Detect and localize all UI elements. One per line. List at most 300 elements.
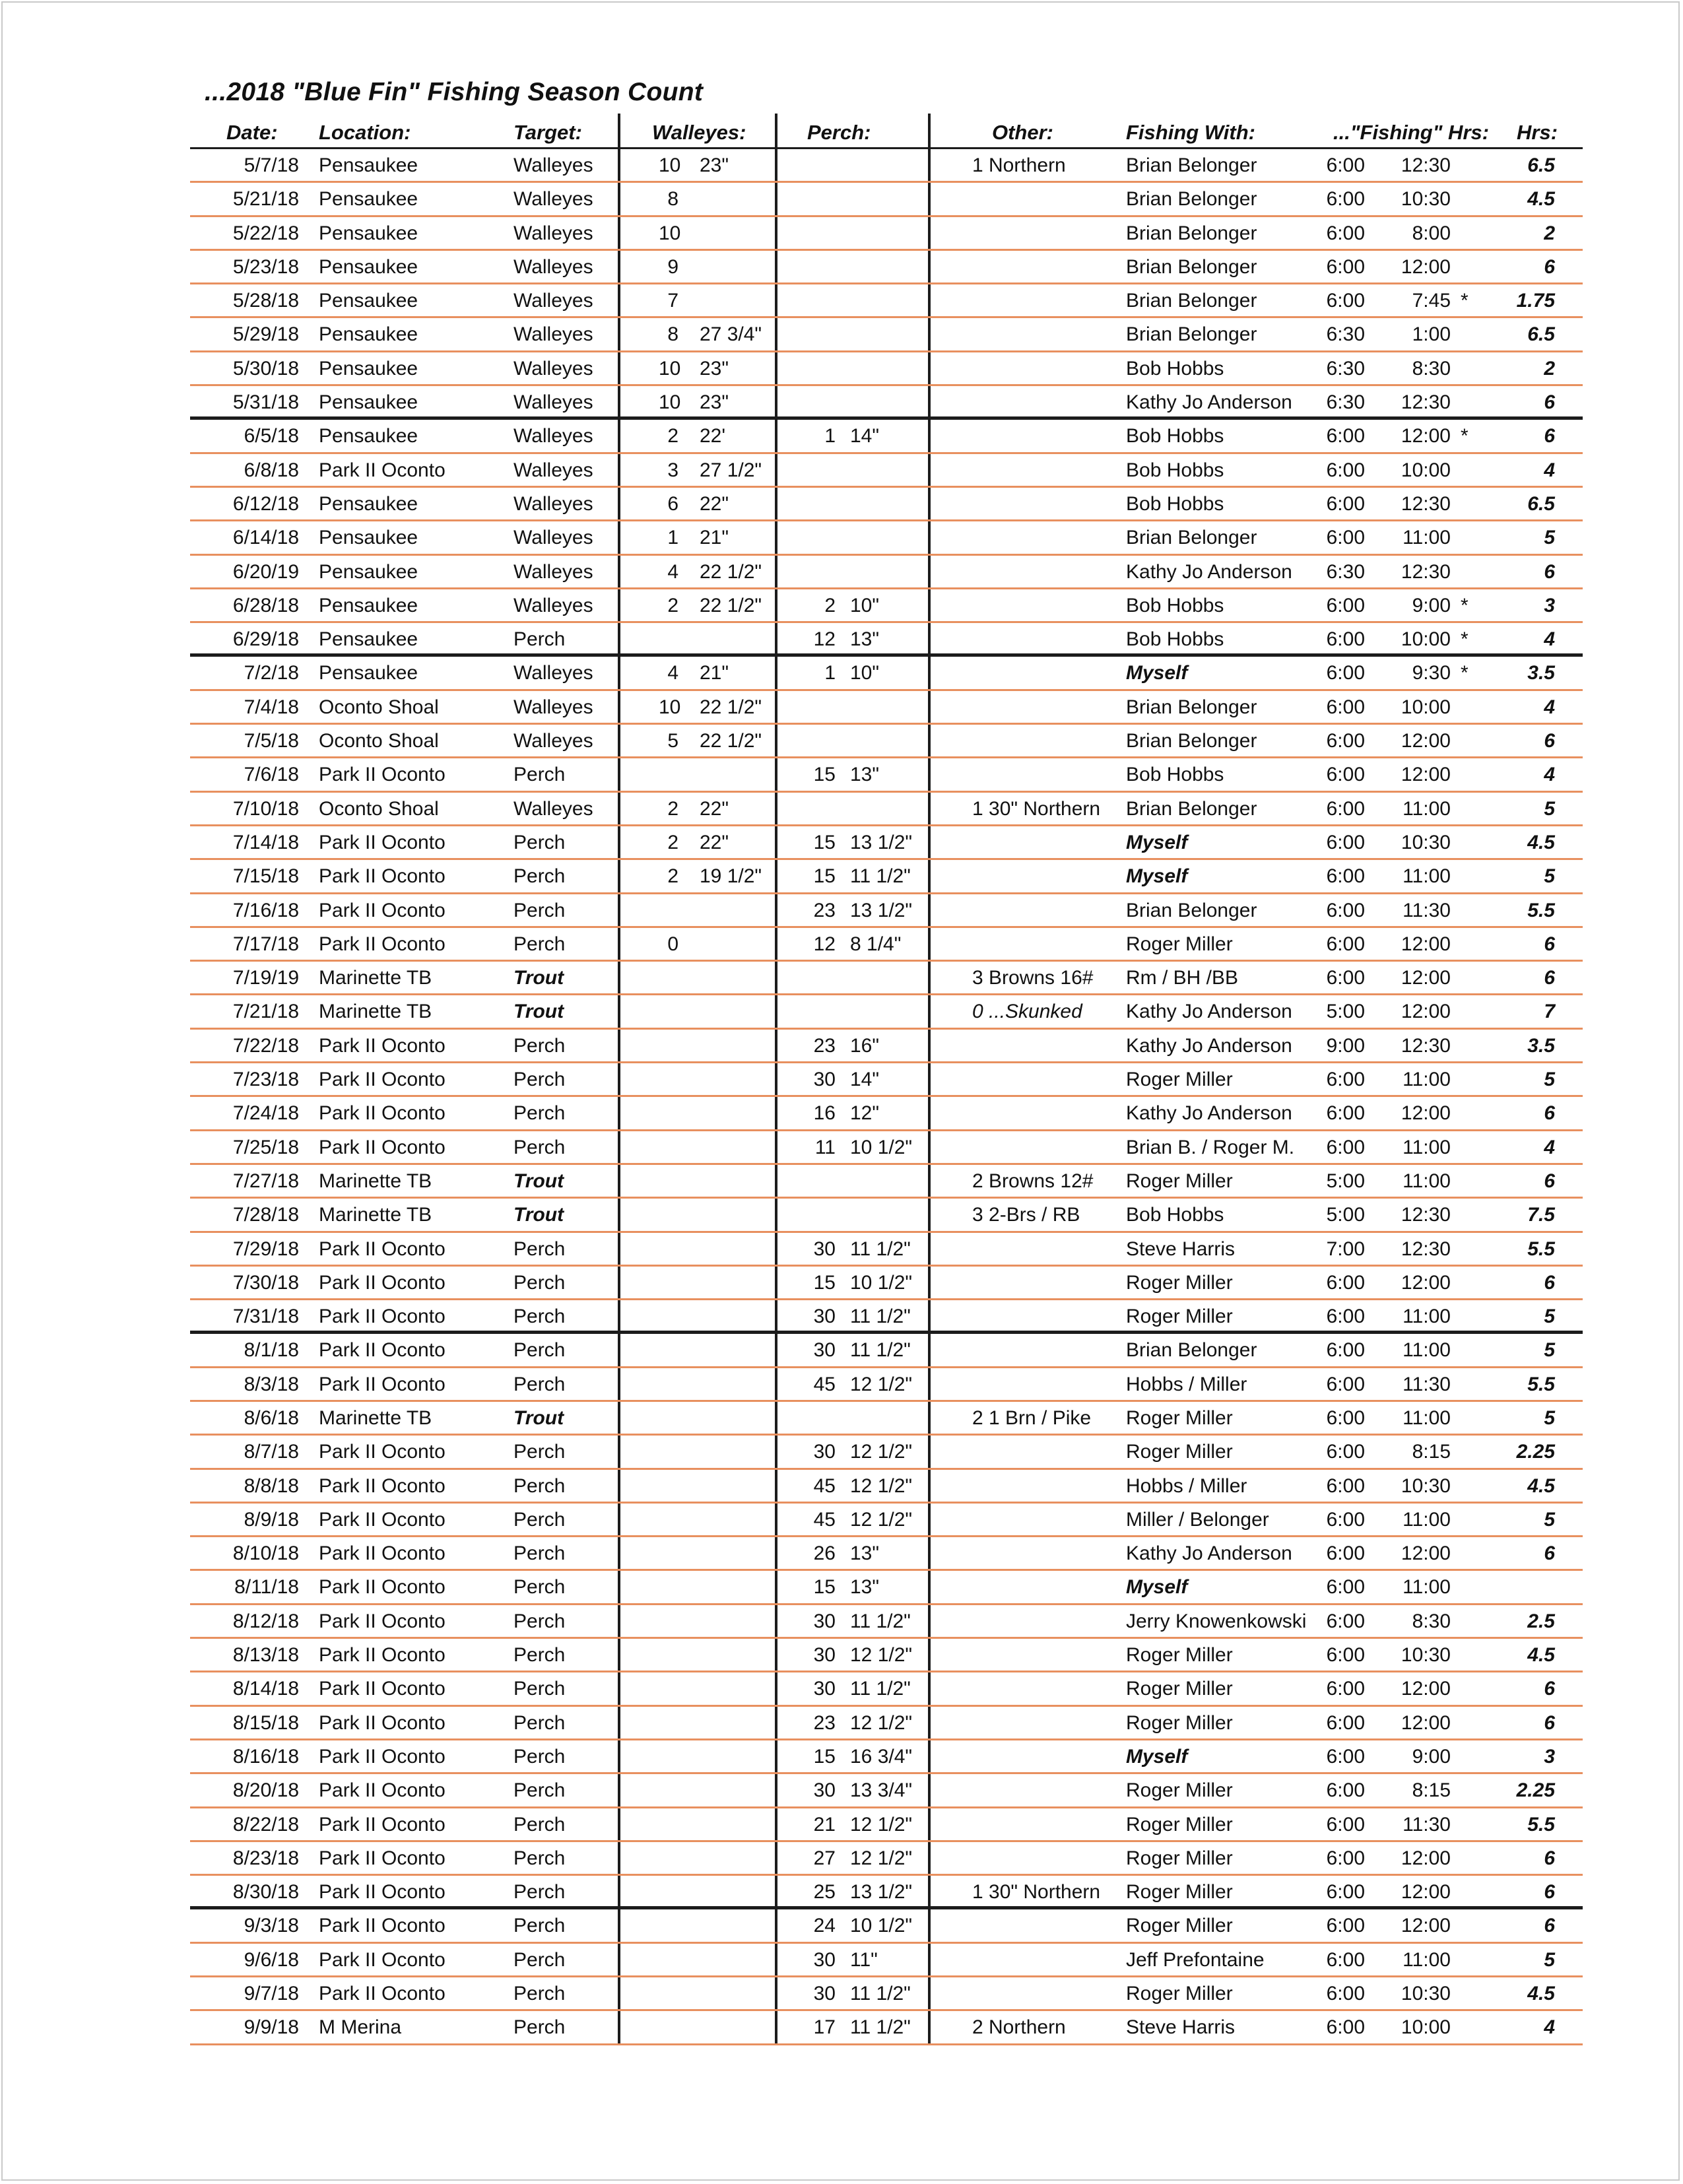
entry-asterisk: * [1461, 594, 1468, 616]
entry-walleye-size: 22" [700, 797, 729, 820]
entry-hours: 5 [1544, 797, 1555, 820]
entry-location: Pensaukee [319, 188, 418, 211]
table-row [190, 2011, 1583, 2045]
entry-date: 7/15/18 [232, 865, 299, 888]
entry-start-time: 5:00 [1326, 1170, 1365, 1192]
entry-date: 8/9/18 [244, 1508, 299, 1531]
entry-date: 8/20/18 [232, 1779, 299, 1802]
entry-hours: 4.5 [1527, 831, 1555, 853]
entry-perch-count: 30 [813, 1948, 836, 1971]
entry-fishing-with: Roger Miller [1126, 1711, 1233, 1734]
entry-date: 6/29/18 [232, 628, 299, 651]
table-row [190, 894, 1583, 928]
table-row [190, 758, 1583, 792]
entry-perch-size: 16 3/4" [850, 1745, 913, 1768]
entry-fishing-with: Bob Hobbs [1126, 357, 1224, 380]
entry-fishing-with: Brian Belonger [1126, 1339, 1257, 1362]
entry-fishing-with: Hobbs / Miller [1126, 1474, 1247, 1497]
entry-location: Marinette TB [319, 1001, 432, 1023]
entry-target: Walleyes [513, 222, 593, 244]
entry-walleye-count: 0 [667, 933, 678, 955]
entry-target: Perch [513, 1678, 566, 1700]
entry-end-time: 11:30 [1402, 1813, 1451, 1836]
entry-target: Perch [513, 1881, 566, 1903]
entry-perch-count: 15 [813, 1745, 836, 1768]
entry-walleye-size: 27 3/4" [700, 323, 762, 346]
table-row [190, 1334, 1583, 1368]
entry-location: Park II Oconto [319, 1779, 446, 1802]
entry-perch-size: 16" [850, 1034, 880, 1057]
entry-target: Perch [513, 1983, 566, 2005]
entry-fishing-with: Brian Belonger [1126, 323, 1257, 346]
entry-end-time: 11:00 [1402, 1339, 1451, 1362]
entry-walleye-count: 2 [667, 831, 678, 853]
entry-start-time: 6:00 [1326, 1813, 1365, 1836]
entry-walleye-size: 19 1/2" [700, 865, 762, 888]
entry-other: 1 30" Northern [972, 797, 1101, 820]
entry-start-time: 6:00 [1326, 1915, 1365, 1937]
entry-end-time: 8:15 [1412, 1441, 1451, 1463]
entry-start-time: 6:00 [1326, 1271, 1365, 1294]
entry-perch-size: 12 1/2" [850, 1644, 913, 1667]
entry-fishing-with: Roger Miller [1126, 1847, 1233, 1869]
entry-start-time: 6:00 [1326, 154, 1365, 176]
entry-location: Marinette TB [319, 1204, 432, 1226]
entry-hours: 5.5 [1527, 1813, 1555, 1836]
entry-location: Park II Oconto [319, 1508, 446, 1531]
entry-perch-count: 25 [813, 1881, 836, 1903]
entry-target: Perch [513, 831, 566, 853]
entry-target: Walleyes [513, 594, 593, 616]
entry-perch-size: 13 1/2" [850, 1881, 913, 1903]
entry-fishing-with: Roger Miller [1126, 1441, 1233, 1463]
entry-perch-size: 11 1/2" [850, 1339, 911, 1362]
entry-hours: 3.5 [1527, 662, 1555, 684]
entry-date: 7/21/18 [232, 1001, 299, 1023]
entry-perch-size: 14" [850, 1069, 880, 1091]
entry-perch-size: 12 1/2" [850, 1373, 913, 1395]
entry-fishing-with: Myself [1126, 831, 1188, 853]
entry-hours: 4.5 [1527, 188, 1555, 211]
entry-hours: 6.5 [1527, 154, 1555, 176]
entry-hours: 5 [1544, 1069, 1555, 1091]
entry-hours: 5 [1544, 1508, 1555, 1531]
entry-perch-size: 12 1/2" [850, 1847, 913, 1869]
entry-location: Pensaukee [319, 425, 418, 447]
entry-perch-size: 10 1/2" [850, 1271, 913, 1294]
entry-perch-size: 13" [850, 1542, 880, 1565]
entry-hours: 4 [1544, 1136, 1555, 1158]
entry-perch-count: 30 [813, 1441, 836, 1463]
entry-end-time: 11:00 [1402, 797, 1451, 820]
entry-end-time: 10:00 [1401, 2016, 1451, 2039]
entry-end-time: 12:30 [1401, 492, 1451, 515]
entry-target: Perch [513, 1034, 566, 1057]
entry-date: 7/28/18 [232, 1204, 299, 1226]
entry-hours: 6 [1544, 933, 1555, 955]
entry-fishing-with: Steve Harris [1126, 2016, 1236, 2039]
entry-location: Park II Oconto [319, 1373, 446, 1395]
entry-perch-size: 12 1/2" [850, 1474, 913, 1497]
entry-walleye-count: 10 [659, 154, 681, 176]
entry-end-time: 12:00 [1401, 1271, 1451, 1294]
entry-hours: 5 [1544, 865, 1555, 888]
entry-end-time: 8:30 [1412, 1610, 1451, 1632]
entry-date: 7/22/18 [232, 1034, 299, 1057]
entry-perch-count: 30 [813, 1069, 836, 1091]
entry-date: 7/27/18 [232, 1170, 299, 1192]
entry-hours: 6 [1544, 391, 1555, 414]
entry-date: 8/8/18 [244, 1474, 299, 1497]
entry-location: Park II Oconto [319, 831, 446, 853]
entry-date: 8/10/18 [232, 1542, 299, 1565]
entry-end-time: 11:00 [1402, 527, 1451, 549]
entry-perch-count: 21 [813, 1813, 836, 1836]
entry-end-time: 12:30 [1401, 154, 1451, 176]
entry-target: Trout [513, 1001, 564, 1023]
entry-target: Walleyes [513, 357, 593, 380]
table-row [190, 386, 1583, 420]
entry-location: Marinette TB [319, 967, 432, 989]
entry-date: 5/31/18 [232, 391, 299, 414]
entry-location: Pensaukee [319, 560, 418, 583]
header-location: Location: [319, 121, 411, 144]
entry-location: Pensaukee [319, 290, 418, 312]
entry-end-time: 9:00 [1412, 1745, 1451, 1768]
entry-target: Walleyes [513, 255, 593, 278]
entry-fishing-with: Brian Belonger [1126, 797, 1257, 820]
entry-fishing-with: Kathy Jo Anderson [1126, 560, 1292, 583]
entry-end-time: 8:30 [1412, 357, 1451, 380]
entry-location: Park II Oconto [319, 1474, 446, 1497]
entry-fishing-with: Brian Belonger [1126, 730, 1257, 752]
entry-target: Walleyes [513, 527, 593, 549]
entry-fishing-with: Roger Miller [1126, 1678, 1233, 1700]
entry-hours: 2.5 [1527, 1610, 1555, 1632]
entry-end-time: 11:00 [1402, 1508, 1451, 1531]
entry-start-time: 9:00 [1326, 1034, 1365, 1057]
entry-location: Park II Oconto [319, 1678, 446, 1700]
entry-walleye-count: 2 [667, 425, 678, 447]
header-walleyes: Walleyes: [652, 121, 746, 144]
entry-fishing-with: Brian B. / Roger M. [1126, 1136, 1295, 1158]
entry-location: Park II Oconto [319, 1745, 446, 1768]
entry-walleye-size: 21" [700, 662, 729, 684]
entry-perch-count: 24 [813, 1915, 836, 1937]
entry-walleye-size: 22" [700, 831, 729, 853]
table-row [190, 1300, 1583, 1334]
entry-location: Park II Oconto [319, 865, 446, 888]
table-row [190, 1199, 1583, 1232]
table-row [190, 1740, 1583, 1774]
entry-perch-count: 15 [813, 865, 836, 888]
entry-location: Park II Oconto [319, 1644, 446, 1667]
table-row [190, 318, 1583, 352]
entry-other: 2 Northern [972, 2016, 1066, 2039]
table-row [190, 1571, 1583, 1605]
entry-hours: 5 [1544, 527, 1555, 549]
table-row [190, 149, 1583, 183]
entry-location: Park II Oconto [319, 1034, 446, 1057]
entry-target: Trout [513, 1406, 564, 1429]
entry-walleye-count: 7 [667, 290, 678, 312]
entry-hours: 4 [1544, 2016, 1555, 2039]
entry-walleye-count: 1 [667, 527, 678, 549]
entry-start-time: 6:00 [1326, 628, 1365, 651]
entry-other: 2 1 Brn / Pike [972, 1406, 1092, 1429]
entry-perch-count: 12 [813, 628, 836, 651]
entry-end-time: 7:45 [1412, 290, 1451, 312]
table-row [190, 284, 1583, 318]
entry-location: Pensaukee [319, 323, 418, 346]
entry-walleye-size: 23" [700, 391, 729, 414]
entry-date: 5/29/18 [232, 323, 299, 346]
entry-hours: 5 [1544, 1306, 1555, 1328]
entry-perch-size: 11 1/2" [850, 1238, 911, 1260]
entry-start-time: 6:30 [1326, 391, 1365, 414]
entry-target: Walleyes [513, 797, 593, 820]
entry-target: Walleyes [513, 492, 593, 515]
entry-perch-count: 30 [813, 1678, 836, 1700]
entry-end-time: 11:30 [1402, 1373, 1451, 1395]
entry-start-time: 6:00 [1326, 1441, 1365, 1463]
entry-location: Oconto Shoal [319, 797, 439, 820]
table-row [190, 521, 1583, 555]
entry-walleye-count: 8 [667, 323, 678, 346]
entry-fishing-with: Rm / BH /BB [1126, 967, 1239, 989]
entry-start-time: 6:00 [1326, 459, 1365, 481]
entry-start-time: 6:00 [1326, 1542, 1365, 1565]
entry-location: Pensaukee [319, 391, 418, 414]
entry-perch-size: 12 1/2" [850, 1711, 913, 1734]
entry-location: Pensaukee [319, 222, 418, 244]
entry-location: Park II Oconto [319, 1441, 446, 1463]
entry-date: 8/30/18 [232, 1881, 299, 1903]
entry-end-time: 11:00 [1402, 1069, 1451, 1091]
entry-fishing-with: Bob Hobbs [1126, 425, 1224, 447]
entry-fishing-with: Brian Belonger [1126, 188, 1257, 211]
entry-target: Walleyes [513, 560, 593, 583]
entry-start-time: 6:00 [1326, 865, 1365, 888]
entry-date: 8/13/18 [232, 1644, 299, 1667]
entry-hours: 5 [1544, 1339, 1555, 1362]
entry-asterisk: * [1461, 662, 1468, 684]
entry-hours: 6 [1544, 730, 1555, 752]
entry-location: Park II Oconto [319, 1983, 446, 2005]
entry-target: Perch [513, 1644, 566, 1667]
entry-hours: 6 [1544, 967, 1555, 989]
entry-perch-count: 15 [813, 831, 836, 853]
entry-target: Perch [513, 1915, 566, 1937]
entry-date: 8/15/18 [232, 1711, 299, 1734]
entry-fishing-with: Roger Miller [1126, 1779, 1233, 1802]
table-row [190, 1707, 1583, 1740]
entry-location: Park II Oconto [319, 1915, 446, 1937]
entry-start-time: 6:00 [1326, 1508, 1365, 1531]
entry-perch-size: 13" [850, 1576, 880, 1599]
entry-end-time: 10:30 [1401, 1474, 1451, 1497]
entry-start-time: 6:00 [1326, 425, 1365, 447]
entry-fishing-with: Miller / Belonger [1126, 1508, 1269, 1531]
table-row [190, 1977, 1583, 2011]
entry-asterisk: * [1461, 290, 1468, 312]
entry-target: Perch [513, 865, 566, 888]
table-row [190, 1063, 1583, 1097]
entry-perch-size: 13" [850, 764, 880, 786]
entry-fishing-with: Bob Hobbs [1126, 1204, 1224, 1226]
entry-start-time: 6:00 [1326, 831, 1365, 853]
entry-perch-size: 12 1/2" [850, 1441, 913, 1463]
entry-perch-size: 11" [850, 1948, 878, 1971]
entry-target: Perch [513, 1238, 566, 1260]
table-row [190, 1470, 1583, 1504]
entry-fishing-with: Brian Belonger [1126, 255, 1257, 278]
entry-end-time: 11:00 [1402, 1136, 1451, 1158]
entry-perch-count: 17 [813, 2016, 836, 2039]
entry-end-time: 12:30 [1401, 1204, 1451, 1226]
entry-hours: 2 [1544, 357, 1555, 380]
entry-perch-size: 12" [850, 1102, 880, 1125]
entry-target: Walleyes [513, 459, 593, 481]
entry-end-time: 12:00 [1401, 1542, 1451, 1565]
table-row [190, 1808, 1583, 1842]
entry-date: 6/28/18 [232, 594, 299, 616]
entry-end-time: 12:00 [1401, 425, 1451, 447]
entry-end-time: 12:30 [1401, 560, 1451, 583]
entry-target: Perch [513, 1069, 566, 1091]
table-row [190, 623, 1583, 657]
entry-start-time: 6:00 [1326, 1847, 1365, 1869]
entry-location: Pensaukee [319, 154, 418, 176]
entry-fishing-with: Kathy Jo Anderson [1126, 391, 1292, 414]
entry-start-time: 6:00 [1326, 1779, 1365, 1802]
entry-start-time: 6:00 [1326, 797, 1365, 820]
entry-end-time: 9:00 [1412, 594, 1451, 616]
entry-fishing-with: Jeff Prefontaine [1126, 1948, 1265, 1971]
table-row [190, 962, 1583, 995]
entry-perch-count: 2 [824, 594, 836, 616]
entry-perch-count: 26 [813, 1542, 836, 1565]
entry-walleye-count: 2 [667, 594, 678, 616]
entry-end-time: 12:00 [1401, 1847, 1451, 1869]
entry-date: 8/11/18 [234, 1576, 299, 1599]
entry-hours: 2.25 [1516, 1441, 1555, 1463]
entry-end-time: 12:00 [1401, 1001, 1451, 1023]
entry-fishing-with: Myself [1126, 1576, 1188, 1599]
entry-end-time: 12:00 [1401, 967, 1451, 989]
entry-perch-count: 15 [813, 1271, 836, 1294]
entry-fishing-with: Bob Hobbs [1126, 594, 1224, 616]
entry-date: 7/29/18 [232, 1238, 299, 1260]
entry-walleye-size: 23" [700, 154, 729, 176]
entry-end-time: 11:00 [1402, 1576, 1451, 1599]
entry-perch-count: 45 [813, 1474, 836, 1497]
entry-fishing-with: Kathy Jo Anderson [1126, 1034, 1292, 1057]
entry-perch-size: 8 1/4" [850, 933, 902, 955]
entry-start-time: 6:00 [1326, 1069, 1365, 1091]
entry-end-time: 12:00 [1401, 1102, 1451, 1125]
entry-start-time: 6:00 [1326, 1948, 1365, 1971]
entry-perch-size: 11 1/2" [850, 1306, 911, 1328]
entry-walleye-size: 22 1/2" [700, 560, 762, 583]
entry-asterisk: * [1461, 628, 1468, 651]
table-row [190, 1368, 1583, 1402]
table-row [190, 1436, 1583, 1469]
page-title: ...2018 "Blue Fin" Fishing Season Count [205, 78, 704, 106]
entry-date: 8/6/18 [244, 1406, 299, 1429]
entry-date: 7/17/18 [232, 933, 299, 955]
table-row [190, 826, 1583, 860]
entry-end-time: 12:00 [1401, 1678, 1451, 1700]
table-row [190, 454, 1583, 488]
entry-perch-count: 16 [813, 1102, 836, 1125]
entry-hours: 4.5 [1527, 1983, 1555, 2005]
entry-date: 7/16/18 [232, 899, 299, 921]
entry-hours: 7.5 [1527, 1204, 1555, 1226]
entry-target: Perch [513, 1373, 566, 1395]
entry-date: 7/19/19 [232, 967, 299, 989]
entry-hours: 6 [1544, 1711, 1555, 1734]
entry-location: Park II Oconto [319, 1136, 446, 1158]
entry-location: Pensaukee [319, 594, 418, 616]
entry-location: Park II Oconto [319, 1813, 446, 1836]
entry-date: 5/7/18 [244, 154, 299, 176]
table-row [190, 1909, 1583, 1943]
entry-walleye-count: 10 [659, 391, 681, 414]
entry-target: Perch [513, 899, 566, 921]
entry-start-time: 6:00 [1326, 1881, 1365, 1903]
table-row [190, 860, 1583, 894]
entry-fishing-with: Roger Miller [1126, 1915, 1233, 1937]
entry-location: Park II Oconto [319, 459, 446, 481]
entry-end-time: 12:00 [1401, 1711, 1451, 1734]
table-row [190, 1842, 1583, 1876]
entry-start-time: 6:00 [1326, 967, 1365, 989]
entry-date: 9/7/18 [244, 1983, 299, 2005]
header-perch: Perch: [807, 121, 871, 144]
entry-start-time: 6:00 [1326, 696, 1365, 718]
entry-walleye-size: 22 1/2" [700, 730, 762, 752]
entry-walleye-count: 4 [667, 560, 678, 583]
entry-start-time: 6:00 [1326, 290, 1365, 312]
entry-start-time: 6:00 [1326, 899, 1365, 921]
entry-target: Perch [513, 1306, 566, 1328]
entry-perch-size: 12 1/2" [850, 1508, 913, 1531]
entry-walleye-count: 8 [667, 188, 678, 211]
entry-walleye-count: 9 [667, 255, 678, 278]
entry-date: 9/6/18 [244, 1948, 299, 1971]
entry-end-time: 12:00 [1401, 255, 1451, 278]
entry-walleye-size: 22" [700, 492, 729, 515]
entry-start-time: 6:00 [1326, 1373, 1365, 1395]
entry-hours: 6 [1544, 1271, 1555, 1294]
table-row [190, 995, 1583, 1029]
entry-walleye-count: 10 [659, 696, 681, 718]
entry-fishing-with: Brian Belonger [1126, 899, 1257, 921]
entry-perch-count: 30 [813, 1644, 836, 1667]
entry-start-time: 6:00 [1326, 764, 1365, 786]
entry-walleye-count: 10 [659, 357, 681, 380]
entry-perch-count: 1 [824, 425, 836, 447]
entry-fishing-with: Hobbs / Miller [1126, 1373, 1247, 1395]
entry-start-time: 6:00 [1326, 1576, 1365, 1599]
entry-start-time: 6:00 [1326, 492, 1365, 515]
entry-perch-count: 30 [813, 1306, 836, 1328]
table-row [190, 725, 1583, 758]
table-row [190, 928, 1583, 962]
entry-end-time: 11:00 [1402, 1306, 1451, 1328]
entry-fishing-with: Bob Hobbs [1126, 628, 1224, 651]
